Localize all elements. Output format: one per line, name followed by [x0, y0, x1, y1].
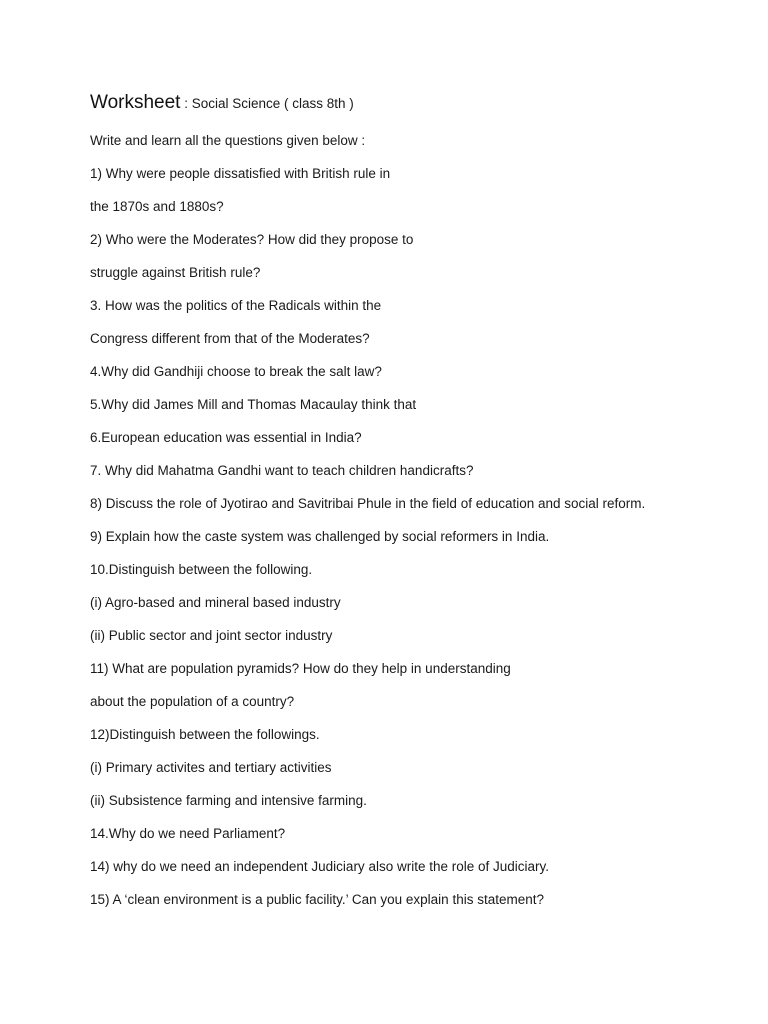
question-line: 4.Why did Gandhiji choose to break the salt law?	[90, 364, 382, 379]
worksheet-title: Worksheet	[90, 92, 181, 113]
question-line: 10.Distinguish between the following.	[90, 562, 313, 577]
question-line: 14) why do we need an independent Judiciary also write the role of Judiciary.	[90, 859, 550, 874]
page-title	[90, 92, 354, 114]
question-line: 15) A ‘clean environment is a public facility.’ Can you explain this statement?	[90, 892, 544, 907]
question-line: (i) Agro-based and mineral based industry	[90, 595, 341, 610]
question-line: about the population of a country?	[90, 694, 295, 709]
question-line: the 1870s and 1880s?	[90, 199, 224, 214]
question-line: 6.European education was essential in India?	[90, 430, 362, 445]
instruction-line: Write and learn all the questions given below :	[90, 133, 366, 148]
question-line: 14.Why do we need Parliament?	[90, 826, 286, 841]
question-line: 11) What are population pyramids? How do they help in understanding	[90, 661, 511, 676]
question-line: struggle against British rule?	[90, 265, 261, 280]
question-line: 9) Explain how the caste system was challenged by social reformers in India.	[90, 529, 550, 544]
question-line: Congress different from that of the Moderates?	[90, 331, 370, 346]
question-line: (ii) Subsistence farming and intensive farming.	[90, 793, 367, 808]
question-line: 12)Distinguish between the followings.	[90, 727, 320, 742]
question-line: 3. How was the politics of the Radicals within the	[90, 298, 382, 313]
worksheet-subtitle: : Social Science ( class 8th )	[180, 96, 354, 111]
question-line: 5.Why did James Mill and Thomas Macaulay think that	[90, 397, 417, 412]
question-line: 7. Why did Mahatma Gandhi want to teach children handicrafts?	[90, 463, 474, 478]
question-line: (i) Primary activites and tertiary activities	[90, 760, 332, 775]
question-list	[90, 131, 750, 923]
question-line: 1) Why were people dissatisfied with British rule in	[90, 166, 391, 181]
question-line: (ii) Public sector and joint sector industry	[90, 628, 333, 643]
question-line: 8) Discuss the role of Jyotirao and Savitribai Phule in the field of education and social reform.	[90, 496, 646, 511]
question-line: 2) Who were the Moderates? How did they propose to	[90, 232, 414, 247]
